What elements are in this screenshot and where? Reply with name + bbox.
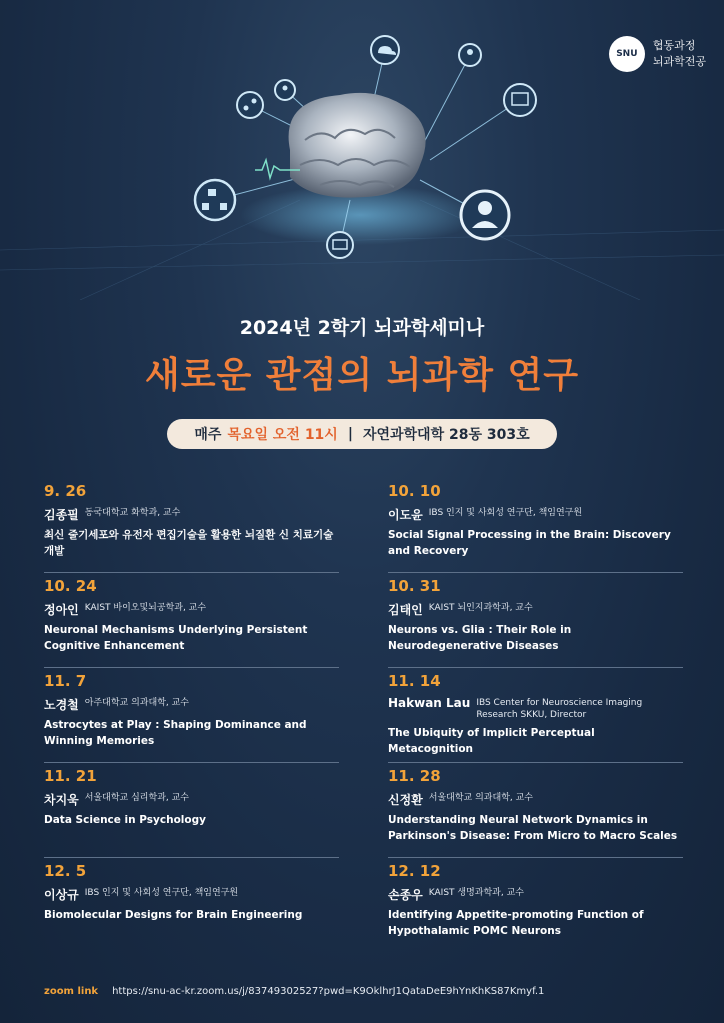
speaker-name: 김태인 xyxy=(388,603,423,617)
seminar-topic: Understanding Neural Network Dynamics in Parkinson's Disease: From Micro to Macro Scales xyxy=(388,814,678,842)
seminar-title: 새로운 관점의 뇌과학 연구 xyxy=(144,355,580,396)
zoom-link[interactable]: https://snu-ac-kr.zoom.us/j/83749302527?pwd=K9OklhrJ1QataDeE9hYnKhKS87Kmyf.1 xyxy=(112,986,545,997)
speaker-name: 이상규 xyxy=(44,888,79,902)
speaker-affiliation: KAIST 뇌인지과학과, 교수 xyxy=(428,603,533,613)
seminar-item xyxy=(388,763,683,858)
speaker-name: 노경철 xyxy=(44,698,79,712)
screen-icon xyxy=(504,84,536,116)
seminar-date: 10. 31 xyxy=(388,577,441,595)
seminar-list-right xyxy=(388,478,683,953)
seminar-item xyxy=(44,668,339,763)
speaker-name: 신정환 xyxy=(388,793,423,807)
seal-icon: SNU xyxy=(609,36,645,72)
seminar-item xyxy=(44,858,339,953)
cloud-icon xyxy=(371,36,399,64)
speaker-affiliation: KAIST 바이오및뇌공학과, 교수 xyxy=(84,603,207,613)
seminar-list-left xyxy=(44,478,339,953)
seminar-topic: Social Signal Processing in the Brain: Discovery and Recovery xyxy=(388,529,671,557)
speaker-affiliation: IBS Center for Neuroscience Imaging Research SKKU, Director xyxy=(476,698,643,720)
seminar-topic: The Ubiquity of Implicit Perceptual Metacognition xyxy=(388,727,595,755)
speaker-affiliation: 서울대학교 심리학과, 교수 xyxy=(84,793,189,803)
seminar-date: 11. 21 xyxy=(44,767,97,785)
seminar-item xyxy=(44,573,339,668)
program-name: 협동과정 뇌과학전공 xyxy=(652,39,706,68)
schedule-separator: | xyxy=(347,426,353,442)
user-icon xyxy=(459,44,481,66)
seminar-topic: Neuronal Mechanisms Underlying Persistent Cognitive Enhancement xyxy=(44,624,308,652)
seminar-topic: Astrocytes at Play : Shaping Dominance and Winning Memories xyxy=(44,719,307,747)
brain-icon xyxy=(289,93,426,198)
seminar-date: 12. 12 xyxy=(388,862,441,880)
university-logo xyxy=(609,36,706,72)
speaker-name: 정아인 xyxy=(44,603,79,617)
seminar-item xyxy=(44,763,339,858)
seminar-topic: Identifying Appetite-promoting Function of Hypothalamic POMC Neurons xyxy=(388,909,644,937)
speaker-name: 이도윤 xyxy=(388,508,423,522)
seminar-item xyxy=(388,573,683,668)
speaker-affiliation: IBS 인지 및 사회성 연구단, 책임연구원 xyxy=(428,508,583,518)
seminar-subtitle: 2024년 2학기 뇌과학세미나 xyxy=(239,317,485,339)
seminar-topic: 최신 줄기세포와 유전자 편집기술을 활용한 뇌질환 신 치료기술 개발 xyxy=(44,529,334,557)
monitor-icon xyxy=(327,232,353,258)
speaker-affiliation: 동국대학교 화학과, 교수 xyxy=(84,508,181,518)
network-icon xyxy=(195,180,235,220)
seminar-item xyxy=(388,478,683,573)
zoom-label: zoom link xyxy=(44,986,99,997)
speaker-affiliation: 서울대학교 의과대학, 교수 xyxy=(428,793,533,803)
zoom-info xyxy=(44,986,544,997)
speaker-name: Hakwan Lau xyxy=(388,696,471,710)
speaker-affiliation: 아주대학교 의과대학, 교수 xyxy=(84,698,189,708)
schedule-banner xyxy=(167,419,557,449)
seminar-item xyxy=(44,478,339,573)
seminar-date: 11. 28 xyxy=(388,767,441,785)
person-icon xyxy=(461,191,509,239)
seminar-date: 12. 5 xyxy=(44,862,87,880)
seminar-date: 10. 24 xyxy=(44,577,97,595)
schedule-time: 목요일 오전 11시 xyxy=(227,427,338,443)
schedule-prefix: 매주 xyxy=(194,427,222,443)
seminar-topic: Data Science in Psychology xyxy=(44,814,206,826)
seminar-date: 10. 10 xyxy=(388,482,441,500)
speaker-name: 손종우 xyxy=(388,888,423,902)
speaker-name: 김종필 xyxy=(44,508,79,522)
seminar-topic: Biomolecular Designs for Brain Engineering xyxy=(44,909,303,921)
schedule-place: 자연과학대학 28동 303호 xyxy=(362,427,530,443)
seminar-date: 9. 26 xyxy=(44,482,87,500)
seminar-date: 11. 14 xyxy=(388,672,441,690)
profile-icon xyxy=(275,80,295,100)
seminar-item xyxy=(388,858,683,953)
speaker-affiliation: KAIST 생명과학과, 교수 xyxy=(428,888,524,898)
seminar-date: 11. 7 xyxy=(44,672,87,690)
chart-icon xyxy=(237,92,263,118)
speaker-affiliation: IBS 인지 및 사회성 연구단, 책임연구원 xyxy=(84,888,239,898)
seminar-topic: Neurons vs. Glia : Their Role in Neurodegenerative Diseases xyxy=(388,624,572,652)
speaker-name: 차지욱 xyxy=(44,793,79,807)
seminar-item xyxy=(388,668,683,763)
